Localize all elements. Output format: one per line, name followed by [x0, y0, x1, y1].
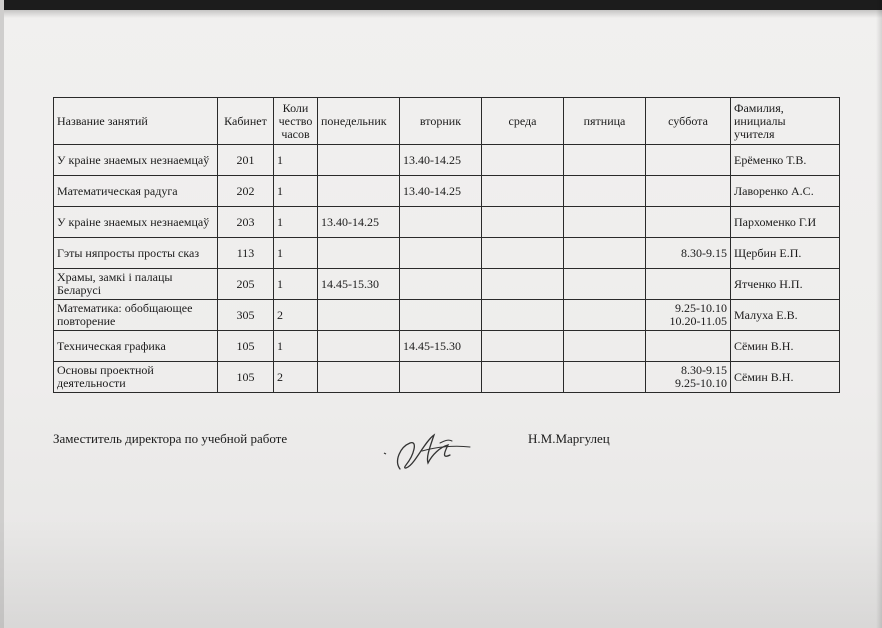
header-name: Название занятий: [54, 98, 218, 145]
cell-name: Математика: обобщающее повторение: [54, 300, 218, 331]
cell-hours: 2: [274, 362, 318, 393]
cell-wednesday: [482, 145, 564, 176]
cell-wednesday: [482, 238, 564, 269]
cell-room: 113: [218, 238, 274, 269]
cell-hours: 1: [274, 145, 318, 176]
cell-monday: [318, 300, 400, 331]
cell-hours: 1: [274, 238, 318, 269]
header-tuesday: вторник: [400, 98, 482, 145]
saturday-slot-1: 8.30-9.15: [681, 245, 727, 260]
cell-tuesday: [400, 269, 482, 300]
cell-teacher: Сёмин В.Н.: [731, 331, 840, 362]
cell-saturday: [646, 176, 731, 207]
cell-tuesday: 13.40-14.25: [400, 145, 482, 176]
table-row: [54, 207, 840, 238]
cell-saturday: [646, 145, 731, 176]
header-teacher-line3: учителя: [734, 126, 775, 141]
cell-hours: 1: [274, 331, 318, 362]
saturday-slot-1: 9.25-10.10: [675, 301, 727, 315]
cell-tuesday: [400, 207, 482, 238]
cell-hours: 1: [274, 207, 318, 238]
scan-top-edge: [0, 0, 882, 10]
cell-monday: [318, 145, 400, 176]
cell-tuesday: 14.45-15.30: [400, 331, 482, 362]
cell-hours: 1: [274, 176, 318, 207]
cell-room: 203: [218, 207, 274, 238]
cell-teacher: Ерёменко Т.В.: [731, 145, 840, 176]
cell-wednesday: [482, 331, 564, 362]
signatory-name: Н.М.Маргулец: [528, 431, 610, 446]
cell-name: Основы проектной деятельности: [54, 362, 218, 393]
handwritten-signature-icon: [378, 425, 478, 475]
cell-room: 202: [218, 176, 274, 207]
cell-wednesday: [482, 207, 564, 238]
cell-teacher: Малуха Е.В.: [731, 300, 840, 331]
cell-name: Гэты няпросты просты сказ: [54, 238, 218, 269]
cell-saturday: [646, 362, 731, 393]
cell-teacher: Щербин Е.П.: [731, 238, 840, 269]
cell-wednesday: [482, 300, 564, 331]
header-friday: пятница: [564, 98, 646, 145]
cell-saturday: [646, 269, 731, 300]
header-hours: [274, 98, 318, 145]
table-header-row: [54, 98, 840, 145]
header-wednesday: среда: [482, 98, 564, 145]
cell-saturday: [646, 238, 731, 269]
saturday-slot-2: 9.25-10.10: [675, 376, 727, 390]
cell-hours: 2: [274, 300, 318, 331]
cell-friday: [564, 362, 646, 393]
header-hours-line2: чество: [278, 113, 313, 128]
cell-tuesday: [400, 362, 482, 393]
cell-monday: 13.40-14.25: [318, 207, 400, 238]
cell-friday: [564, 269, 646, 300]
cell-wednesday: [482, 362, 564, 393]
cell-wednesday: [482, 176, 564, 207]
cell-monday: [318, 238, 400, 269]
cell-room: 105: [218, 331, 274, 362]
header-hours-line1: Коли: [282, 100, 309, 115]
table-row: [54, 331, 840, 362]
cell-saturday: [646, 331, 731, 362]
scan-bottom-shade: [0, 518, 882, 628]
header-hours-line3: часов: [281, 126, 310, 141]
cell-monday: 14.45-15.30: [318, 269, 400, 300]
saturday-slot-2: 10.20-11.05: [669, 314, 727, 328]
saturday-slot-1: 8.30-9.15: [681, 363, 727, 377]
cell-name: Храмы, замкі і палацы Беларусі: [54, 269, 218, 300]
header-room: Кабинет: [218, 98, 274, 145]
header-teacher: [731, 98, 840, 145]
table-row: [54, 238, 840, 269]
table-row: [54, 176, 840, 207]
cell-friday: [564, 207, 646, 238]
cell-name: Техническая графика: [54, 331, 218, 362]
cell-name: У краіне знаемых незнаемцаў: [54, 145, 218, 176]
cell-friday: [564, 176, 646, 207]
header-teacher-line1: Фамилия,: [734, 100, 784, 115]
cell-monday: [318, 331, 400, 362]
header-saturday: суббота: [646, 98, 731, 145]
signatory-position: Заместитель директора по учебной работе: [53, 431, 288, 446]
cell-teacher: Лаворенко А.С.: [731, 176, 840, 207]
table-row: [54, 362, 840, 393]
header-teacher-line2: инициалы: [734, 113, 786, 128]
cell-room: 305: [218, 300, 274, 331]
cell-friday: [564, 300, 646, 331]
cell-teacher: Сёмин В.Н.: [731, 362, 840, 393]
cell-friday: [564, 331, 646, 362]
cell-name: У краіне знаемых незнаемцаў: [54, 207, 218, 238]
cell-tuesday: [400, 300, 482, 331]
cell-saturday: [646, 300, 731, 331]
schedule-table: [53, 97, 840, 393]
cell-tuesday: 13.40-14.25: [400, 176, 482, 207]
table-row: [54, 300, 840, 331]
cell-monday: [318, 176, 400, 207]
cell-wednesday: [482, 269, 564, 300]
cell-tuesday: [400, 238, 482, 269]
table-row: [54, 269, 840, 300]
cell-friday: [564, 145, 646, 176]
cell-room: 201: [218, 145, 274, 176]
cell-saturday: [646, 207, 731, 238]
cell-room: 105: [218, 362, 274, 393]
cell-room: 205: [218, 269, 274, 300]
cell-name: Математическая радуга: [54, 176, 218, 207]
cell-monday: [318, 362, 400, 393]
cell-hours: 1: [274, 269, 318, 300]
table-row: [54, 145, 840, 176]
scan-shadow: [0, 10, 882, 18]
cell-teacher: Пархоменко Г.И: [731, 207, 840, 238]
cell-teacher: Ятченко Н.П.: [731, 269, 840, 300]
header-monday: понедельник: [318, 98, 400, 145]
cell-friday: [564, 238, 646, 269]
